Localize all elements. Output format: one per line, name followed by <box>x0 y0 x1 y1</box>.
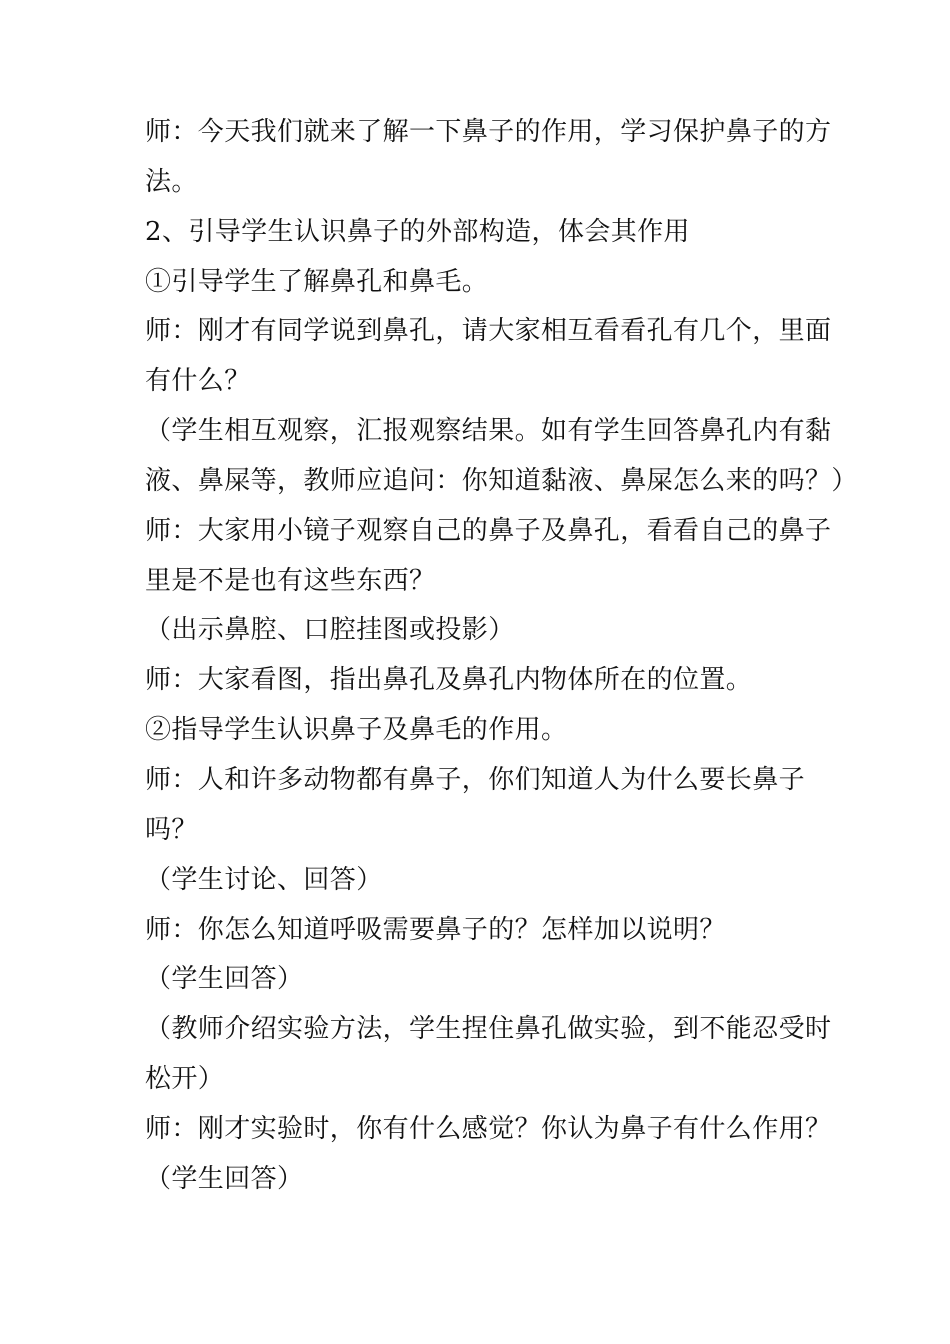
text-line: （学生回答） <box>145 964 304 995</box>
text-line: 里是不是也有这些东西？ <box>145 565 436 596</box>
text-line: 师：大家看图，指出鼻孔及鼻孔内物体所在的位置。 <box>145 665 753 696</box>
text-line: 有什么？ <box>145 366 251 397</box>
text-line: 师：刚才实验时，你有什么感觉？你认为鼻子有什么作用？ <box>145 1113 832 1144</box>
text-line: 师：人和许多动物都有鼻子，你们知道人为什么要长鼻子 <box>145 764 806 795</box>
text-line: 液、鼻屎等，教师应追问：你知道黏液、鼻屎怎么来的吗？） <box>145 465 858 496</box>
text-line: 法。 <box>145 166 198 197</box>
text-line: （学生回答） <box>145 1163 304 1194</box>
text-line: 师：你怎么知道呼吸需要鼻子的？怎样加以说明？ <box>145 914 726 945</box>
section-heading: 2、引导学生认识鼻子的外部构造，体会其作用 <box>145 216 690 247</box>
text-line: （学生相互观察，汇报观察结果。如有学生回答鼻孔内有黏 <box>145 416 832 447</box>
subsection-heading: ②指导学生认识鼻子及鼻毛的作用。 <box>145 715 568 746</box>
text-line: 师：大家用小镜子观察自己的鼻子及鼻孔，看看自己的鼻子 <box>145 515 832 546</box>
subsection-heading: ①引导学生了解鼻孔和鼻毛。 <box>145 266 489 297</box>
text-line: 吗？ <box>145 814 198 845</box>
text-line: （出示鼻腔、口腔挂图或投影） <box>145 615 515 646</box>
text-line: 师：刚才有同学说到鼻孔，请大家相互看看孔有几个，里面 <box>145 316 832 347</box>
text-line: （教师介绍实验方法，学生捏住鼻孔做实验，到不能忍受时 <box>145 1014 832 1045</box>
document-body <box>145 108 858 1205</box>
text-line: 松开） <box>145 1064 225 1095</box>
text-line: 师：今天我们就来了解一下鼻子的作用，学习保护鼻子的方 <box>145 117 832 147</box>
text-line: （学生讨论、回答） <box>145 864 383 895</box>
